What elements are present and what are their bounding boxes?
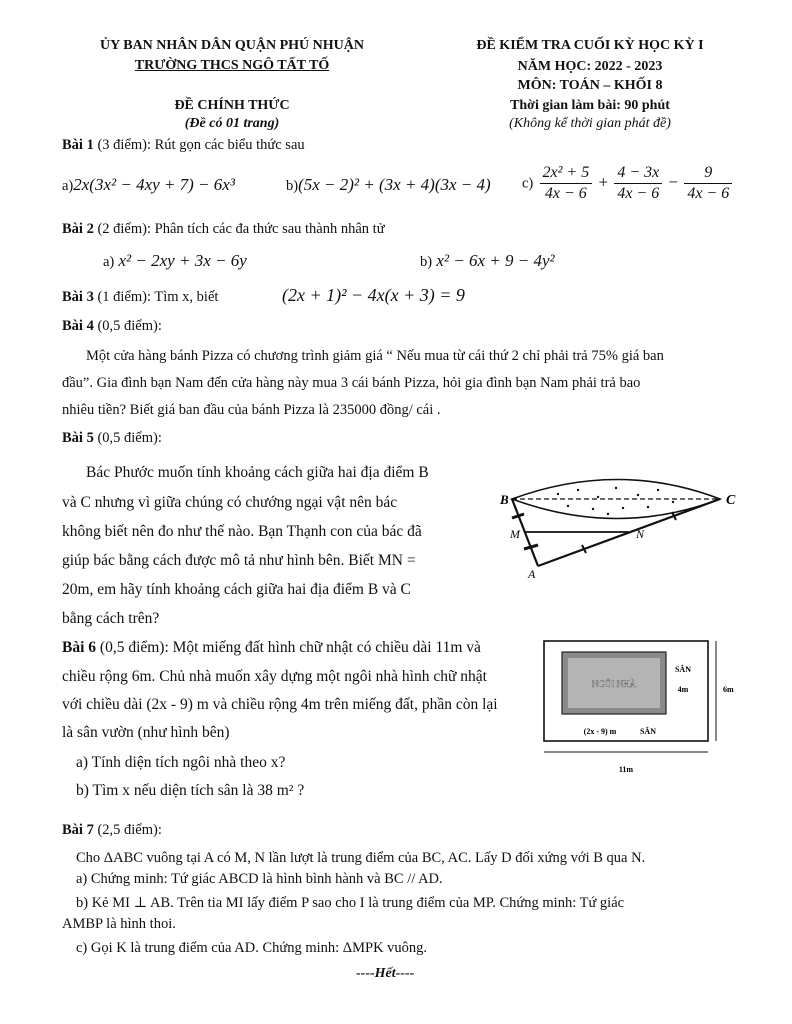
bai4-heading [62, 318, 162, 335]
bai1-c-frac2: $\frac{4 - 3x}{4x - 6}$ [614, 163, 662, 204]
bai1-a-expr: 2x(3x² − 4xy + 7) − 6x³ [73, 175, 235, 194]
bai7-points: (2,5 điểm): [97, 822, 162, 838]
label-n: N [636, 527, 645, 541]
bai1-points: (3 điểm): Rút gọn các biểu thức sau [97, 137, 305, 153]
bai4-line3: nhiêu tiền? Biết giá ban đầu của bánh Pizza là 235000 đồng/ cái . [62, 402, 441, 418]
bai1-b [286, 175, 491, 195]
label-4m: 4m [677, 685, 689, 694]
bai1-label: Bài 1 [62, 137, 94, 153]
time-note: (Không kể thời gian phát đề) [509, 116, 671, 131]
tick-mark [512, 514, 524, 518]
bai7-question-b-cont: AMBP là hình thoi. [62, 916, 176, 932]
bai6-question-a: a) Tính diện tích ngôi nhà theo x? [76, 754, 286, 771]
bai3-heading [62, 289, 218, 306]
school-year: NĂM HỌC: 2022 - 2023 [517, 59, 663, 74]
bai5-line4: giúp bác bằng cách được mô tả như hình bên. Biết MN = [62, 552, 416, 569]
bai1-c-label: c) [522, 175, 534, 192]
bai6-line4: là sân vườn (như hình bên) [62, 724, 230, 741]
bai2-b [420, 251, 555, 271]
tick-mark [524, 545, 538, 549]
bai6-line3: với chiều dài (2x - 9) m và chiều rộng 4m trên miếng đất, phần còn lại [62, 696, 498, 713]
time-limit: Thời gian làm bài: 90 phút [510, 98, 670, 113]
bai2-label: Bài 2 [62, 221, 94, 237]
bai5-line6: bằng cách trên? [62, 610, 160, 627]
bai6-line1-text: (0,5 điểm): Một miếng đất hình chữ nhật có chiều dài 11m và [99, 639, 481, 656]
bai6-figure [540, 638, 762, 778]
label-c: C [726, 493, 736, 508]
label-11m: 11m [618, 765, 634, 774]
bai4-points: (0,5 điểm): [97, 318, 162, 334]
page-count-note: (Đề có 01 trang) [184, 116, 280, 131]
house-label: NGÔI NHÀ [591, 679, 637, 689]
bai5-line1: Bác Phước muốn tính khoảng cách giữa hai địa điểm B [86, 464, 429, 481]
bai1-c [522, 163, 734, 204]
bai2-b-expr: x² − 6x + 9 − 4y² [436, 251, 555, 270]
school-name: TRƯỜNG THCS NGÔ TẤT TỐ [134, 58, 330, 73]
bai2-heading [62, 221, 385, 238]
bai4-label: Bài 4 [62, 318, 94, 334]
bai5-line2: và C nhưng vì giữa chúng có chướng ngại vật nên bác [62, 494, 398, 511]
bai1-c-op1: + [598, 172, 609, 192]
bai6-question-b: b) Tìm x nếu diện tích sân là 38 m² ? [76, 782, 305, 799]
exam-title: ĐỀ KIỂM TRA CUỐI KỲ HỌC KỲ I [476, 38, 704, 53]
bai5-heading [62, 430, 162, 447]
bai6-line2: chiều rộng 6m. Chủ nhà muốn xây dựng một ngôi nhà hình chữ nhật [62, 668, 487, 685]
bai7-question-c: c) Gọi K là trung điểm của AD. Chứng minh: ΔMPK vuông. [76, 940, 428, 956]
label-b: B [500, 492, 509, 507]
subject: MÔN: TOÁN – KHỐI 8 [517, 78, 663, 93]
bai1-c-op2: − [668, 172, 679, 192]
obstacle-dots [557, 487, 674, 515]
bai1-a-label: a) [62, 178, 74, 194]
bai5-label: Bài 5 [62, 430, 94, 446]
bai1-b-label: b) [286, 178, 299, 194]
bai2-a-label: a) [103, 254, 115, 270]
bai2-a [103, 251, 247, 271]
end-marker: ----Hết---- [356, 966, 415, 981]
bai5-figure [498, 462, 748, 582]
authority-name: ỦY BAN NHÂN DÂN QUẬN PHÚ NHUẬN [100, 38, 364, 53]
bai3-equation: (2x + 1)² − 4x(x + 3) = 9 [282, 285, 465, 305]
bai4-line2: đầu”. Gia đình bạn Nam đến cửa hàng này mua 3 cái bánh Pizza, hỏi gia đình bạn Nam phải trả bao [62, 375, 641, 391]
bai3-points: (1 điểm): Tìm x, biết [97, 289, 219, 305]
bai4-line1: Một cửa hàng bánh Pizza có chương trình giảm giá “ Nếu mua từ cái thứ 2 chỉ phải trả 75% giá ban [86, 348, 664, 364]
label-m: M [510, 527, 520, 541]
bai5-points: (0,5 điểm): [97, 430, 162, 446]
bai5-line3: không biết nên đo như thế nào. Bạn Thạnh con của bác đã [62, 523, 422, 540]
bai1-a [62, 175, 235, 195]
yard-label-2: SÂN [639, 727, 657, 736]
bai1-heading [62, 137, 305, 154]
label-6m: 6m [723, 685, 734, 694]
bai2-a-expr: x² − 2xy + 3x − 6y [118, 251, 247, 270]
bai7-question-a: a) Chứng minh: Tứ giác ABCD là hình bình hành và BC // AD. [76, 871, 443, 887]
bai2-points: (2 điểm): Phân tích các đa thức sau thành nhân tử [97, 221, 385, 237]
label-a: A [528, 567, 536, 581]
bai5-line5: 20m, em hãy tính khoảng cách giữa hai địa điểm B và C [62, 581, 411, 598]
bai7-line1: Cho ΔABC vuông tại A có M, N lần lượt là trung điểm của BC, AC. Lấy D đối xứng với B qua N. [76, 850, 646, 866]
official-label: ĐỀ CHÍNH THỨC [174, 98, 290, 113]
bai2-b-label: b) [420, 254, 433, 270]
label-house-length: (2x - 9) m [583, 727, 617, 736]
bai1-b-expr: (5x − 2)² + (3x + 4)(3x − 4) [298, 175, 491, 194]
bai7-question-b: b) Kẻ MI ⊥ AB. Trên tia MI lấy điểm P sao cho I là trung điểm của MP. Chứng minh: Tứ giác [76, 895, 625, 911]
yard-label-1: SÂN [674, 665, 692, 674]
bai1-c-frac1: $\frac{\text{2x² + 5}}{4x - 6}$ [540, 163, 593, 204]
bai7-heading [62, 822, 162, 839]
bai7-label: Bài 7 [62, 822, 94, 838]
bai3-label: Bài 3 [62, 289, 94, 305]
bai6-label: Bài 6 [62, 639, 97, 656]
bai1-c-frac3: $\frac{9}{4x - 6}$ [684, 163, 732, 204]
bai6-line1 [62, 633, 481, 662]
